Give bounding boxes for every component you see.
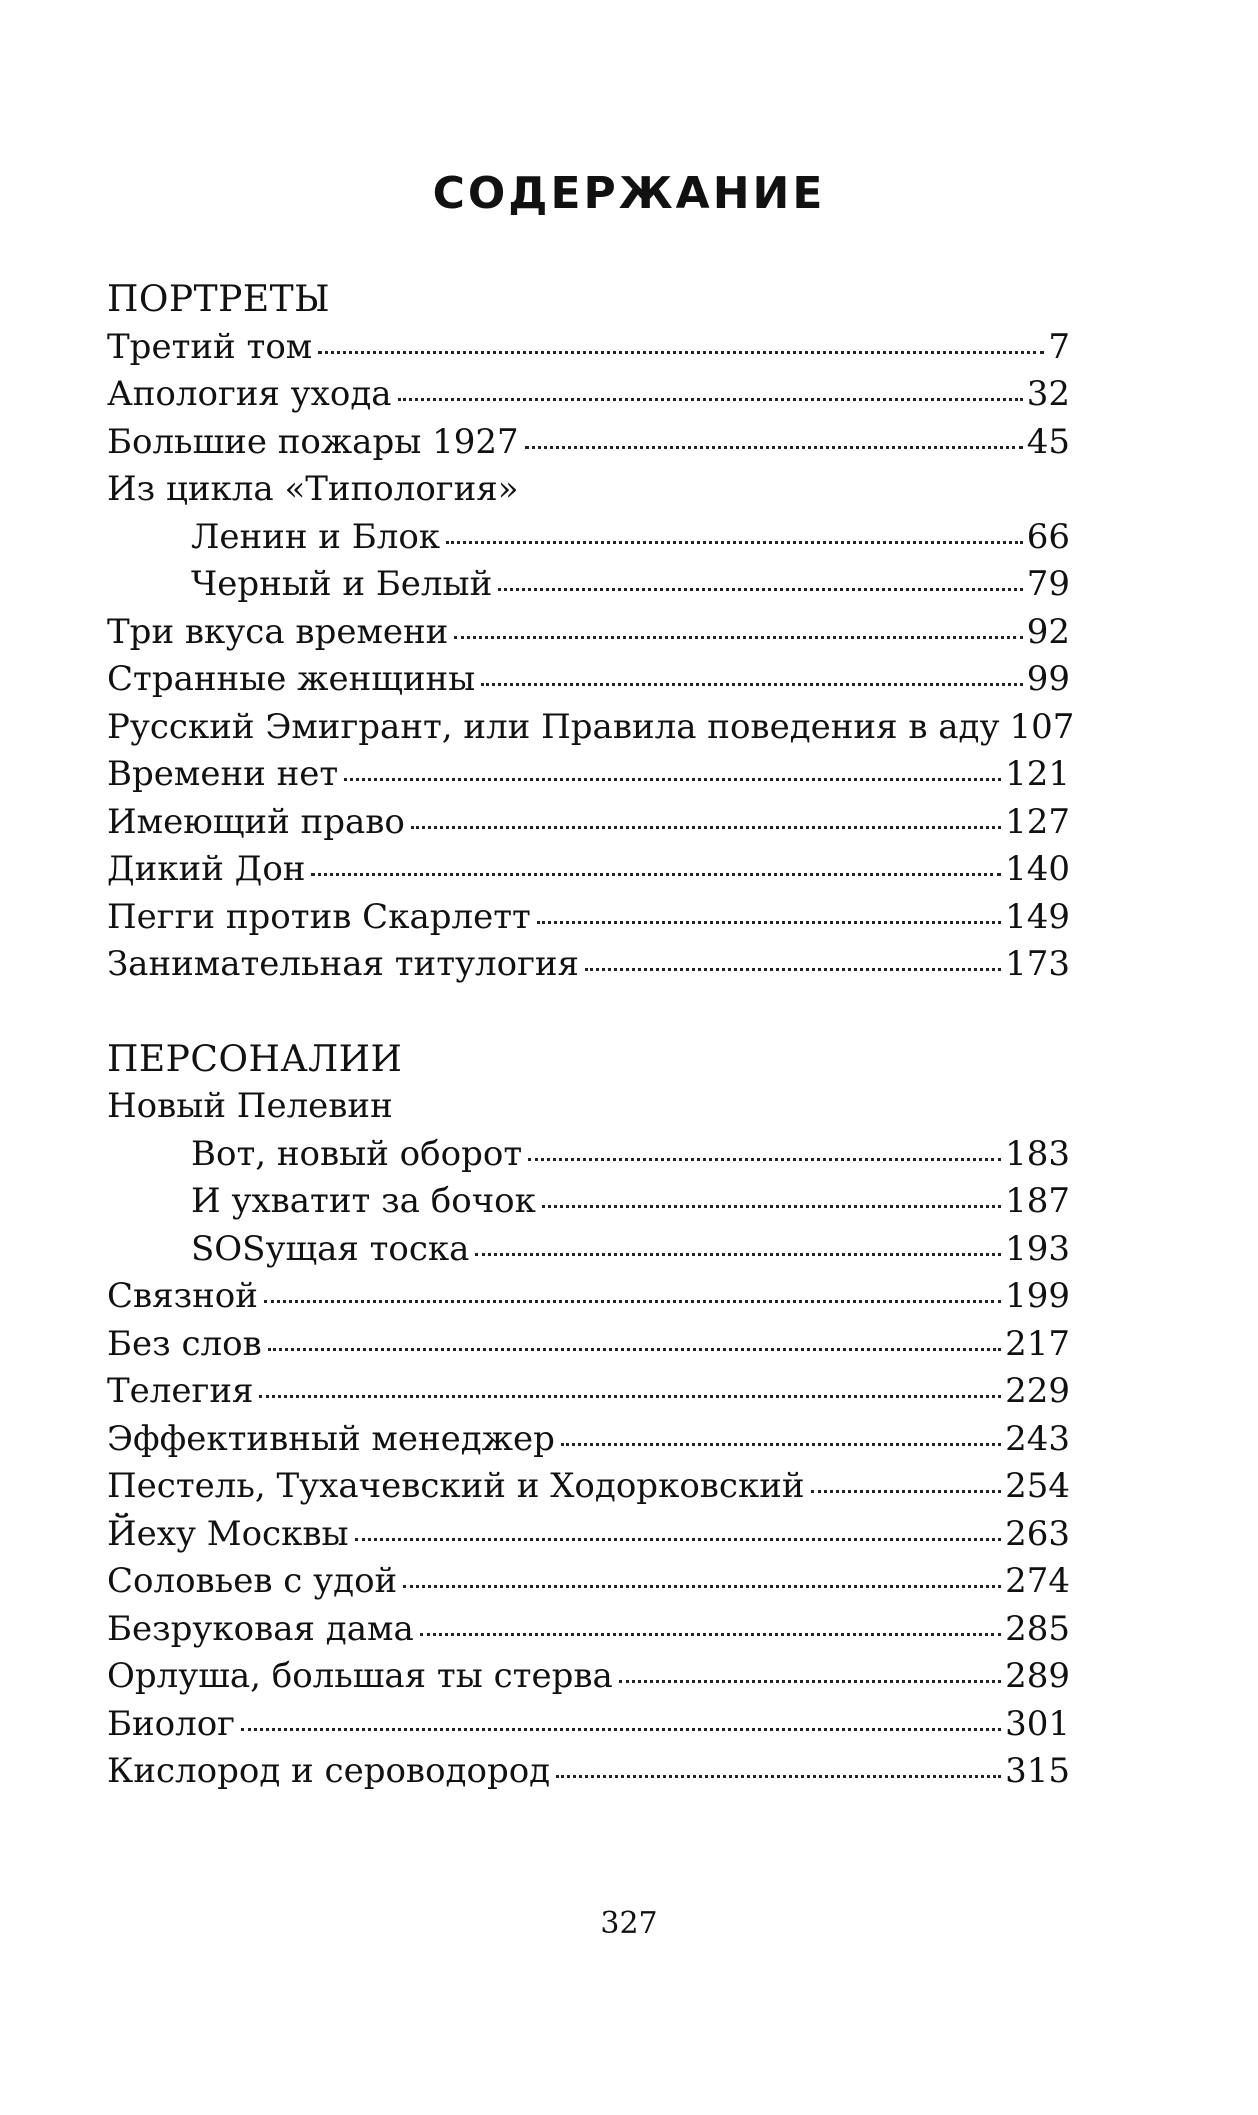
dot-leader	[528, 1132, 1001, 1164]
dot-leader	[454, 610, 1022, 642]
toc-entry-page: 121	[1005, 754, 1070, 794]
toc-entry[interactable]	[107, 894, 1070, 942]
dot-leader	[561, 1417, 1001, 1449]
dot-leader	[446, 515, 1023, 547]
toc-entry-page: 173	[1005, 944, 1070, 984]
toc-entry-page: 263	[1005, 1513, 1070, 1554]
toc-entry-page: 45	[1026, 421, 1070, 462]
dot-leader	[268, 1322, 1001, 1354]
toc-entry-page: 229	[1005, 1371, 1070, 1411]
toc-entry[interactable]	[107, 1226, 1070, 1274]
toc-entry-page: 7	[1048, 326, 1070, 367]
toc-entry-page: 193	[1005, 1228, 1070, 1269]
toc-entry[interactable]	[107, 846, 1070, 894]
toc-entry-page: 301	[1005, 1703, 1070, 1744]
toc-entry[interactable]	[107, 1083, 1070, 1131]
toc-entry[interactable]	[107, 561, 1070, 609]
dot-leader	[585, 943, 1001, 975]
dot-leader	[481, 658, 1023, 690]
dot-leader	[403, 1560, 1001, 1592]
toc-entry-title: Биолог	[107, 1703, 235, 1744]
toc-entry[interactable]	[107, 1748, 1070, 1796]
dot-leader	[411, 800, 1001, 832]
toc-entry[interactable]	[107, 514, 1070, 562]
table-of-contents	[107, 276, 1075, 1796]
dot-leader	[398, 373, 1023, 405]
toc-entry-title: Орлуша, большая ты стерва	[107, 1656, 613, 1696]
toc-entry[interactable]	[107, 656, 1070, 704]
toc-entry-title: Третий том	[107, 326, 313, 367]
toc-entry-page: 92	[1026, 611, 1070, 652]
toc-entry[interactable]	[107, 419, 1070, 467]
toc-entry-page: 107	[1009, 706, 1075, 747]
toc-entry[interactable]	[107, 1273, 1070, 1321]
dot-leader	[537, 895, 1001, 927]
toc-entry-page: 66	[1026, 516, 1070, 557]
dot-leader	[355, 1512, 1002, 1544]
dot-leader	[525, 420, 1023, 452]
toc-entry-title: Телегия	[107, 1371, 254, 1411]
toc-entry[interactable]	[107, 1178, 1070, 1226]
toc-entry-page: 199	[1005, 1276, 1070, 1316]
section-heading: ПОРТРЕТЫ	[107, 279, 331, 320]
toc-entry[interactable]	[107, 1416, 1070, 1464]
toc-entry-page: 274	[1005, 1561, 1070, 1601]
toc-entry[interactable]	[107, 941, 1070, 989]
dot-leader	[556, 1750, 1001, 1782]
toc-entry-title: Ленин и Блок	[191, 516, 441, 557]
toc-entry-page: 183	[1005, 1133, 1070, 1174]
toc-entry-title: Апология ухода	[107, 374, 392, 414]
toc-entry[interactable]	[107, 466, 1070, 514]
toc-entry-page: 285	[1005, 1608, 1070, 1649]
page-number: 327	[600, 1906, 658, 1941]
toc-entry-title: Черный и Белый	[191, 564, 493, 604]
toc-entry-page: 254	[1005, 1466, 1070, 1506]
toc-entry-page: 217	[1005, 1323, 1070, 1364]
dot-leader	[420, 1607, 1001, 1639]
dot-leader	[542, 1180, 1001, 1212]
toc-entry[interactable]	[107, 324, 1070, 372]
toc-entry-title: Русский Эмигрант, или Правила поведения в аду	[107, 706, 1000, 747]
dot-leader	[259, 1370, 1001, 1402]
page-title: СОДЕРЖАНИЕ	[432, 168, 826, 219]
toc-entry[interactable]	[107, 1606, 1070, 1654]
toc-entry-page: 140	[1005, 849, 1070, 889]
toc-entry-page: 315	[1005, 1751, 1070, 1791]
toc-entry-title: Кислород и сероводород	[107, 1751, 551, 1791]
toc-entry-page: 127	[1005, 801, 1070, 842]
dot-leader	[318, 325, 1044, 357]
toc-entry[interactable]	[107, 1701, 1070, 1749]
toc-entry[interactable]	[107, 751, 1070, 799]
toc-entry-title: Дикий Дон	[107, 849, 306, 889]
toc-entry-title: Связной	[107, 1276, 258, 1316]
toc-entry-title: Странные женщины	[107, 659, 476, 699]
dot-leader	[475, 1227, 1001, 1259]
dot-leader	[619, 1655, 1001, 1687]
toc-entry[interactable]	[107, 1558, 1070, 1606]
dot-leader	[811, 1465, 1002, 1497]
section-heading: ПЕРСОНАЛИИ	[107, 1038, 403, 1080]
toc-entry-title: Вот, новый оборот	[191, 1133, 523, 1174]
toc-entry[interactable]	[107, 1463, 1070, 1511]
dot-leader	[264, 1275, 1001, 1307]
dot-leader	[241, 1702, 1001, 1734]
toc-entry-title: Имеющий право	[107, 801, 405, 842]
toc-entry-title: Пестель, Тухачевский и Ходорковский	[107, 1466, 805, 1506]
toc-entry-page: 289	[1005, 1656, 1070, 1696]
toc-entry-page: 99	[1026, 659, 1070, 699]
toc-entry[interactable]	[107, 1131, 1070, 1179]
toc-entry-page: 149	[1005, 896, 1070, 937]
toc-entry[interactable]	[107, 1368, 1070, 1416]
toc-entry[interactable]	[107, 799, 1070, 847]
toc-entry-page: 79	[1026, 564, 1070, 604]
toc-entry[interactable]	[107, 609, 1070, 657]
toc-entry-title: Соловьев с удой	[107, 1561, 398, 1601]
toc-entry[interactable]	[107, 1653, 1070, 1701]
toc-entry-title: Новый Пелевин	[107, 1086, 393, 1126]
toc-entry[interactable]	[107, 704, 1075, 752]
toc-entry-title: Времени нет	[107, 754, 339, 794]
toc-entry-title: Три вкуса времени	[107, 611, 449, 652]
toc-entry[interactable]	[107, 371, 1070, 419]
toc-entry-title: Йеху Москвы	[107, 1513, 349, 1554]
toc-entry-title: Большие пожары 1927	[107, 421, 519, 462]
section-gap	[107, 989, 1070, 1036]
toc-entry-title: Из цикла «Типология»	[107, 469, 519, 509]
toc-entry[interactable]	[107, 1321, 1070, 1369]
toc-entry-title: Безруковая дама	[107, 1608, 414, 1649]
dot-leader	[498, 563, 1022, 595]
toc-entry-title: SOSущая тоска	[191, 1228, 470, 1269]
toc-entry-title: Эффективный менеджер	[107, 1418, 555, 1459]
dot-leader	[311, 848, 1001, 880]
dot-leader	[344, 753, 1001, 785]
toc-entry[interactable]	[107, 1511, 1070, 1559]
toc-entry-title: И ухватит за бочок	[191, 1181, 536, 1221]
toc-entry-page: 32	[1026, 374, 1070, 414]
toc-entry-page: 187	[1005, 1181, 1070, 1221]
toc-entry-title: Без слов	[107, 1323, 262, 1364]
toc-entry-page: 243	[1005, 1418, 1070, 1459]
toc-entry-title: Занимательная титулогия	[107, 944, 579, 984]
toc-entry-title: Пегги против Скарлетт	[107, 896, 531, 937]
